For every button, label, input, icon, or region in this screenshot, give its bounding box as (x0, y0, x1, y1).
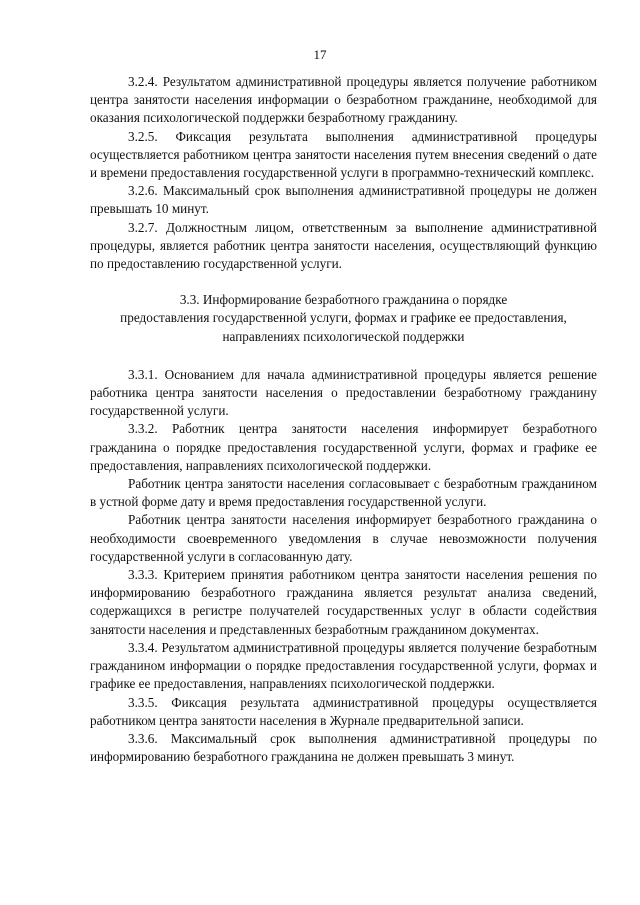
page-number: 17 (313, 47, 327, 62)
paragraph-3-3-2: 3.3.2. Работник центра занятости населения информирует безработного гражданина о порядке предоставления государственной услуги, формах и графике ее предоставления, направлениях психологической поддержки. (90, 421, 597, 473)
heading-line: 3.3. Информирование безработного гражданина о порядке (179, 292, 508, 308)
paragraph-3-3-4: 3.3.4. Результатом административной процедуры является получение безработным гражданином информации о порядке предоставления государственной услуги, формах и графике ее предоставления, направлениях психологической поддержки. (90, 639, 597, 692)
paragraph-3-3-6: 3.3.6. Максимальный срок выполнения административной процедуры по информированию безработного гражданина не должен превышать 3 минут. (90, 730, 597, 765)
paragraph-3-2-7: 3.2.7. Должностным лицом, ответственным за выполнение административной процедуры, является работник центра занятости населения, осуществляющий функцию по предоставлению государственной услуги. (90, 219, 597, 272)
paragraph-3-3-3: 3.3.3. Критерием принятия работником центра занятости населения решения по информированию безработного гражданина является результат анализа сведений, содержащихся в регистре получателей государственных услуг в области содействия занятости населения и представленных безработным гражданином документах. (90, 567, 597, 637)
paragraph-3-3-5: 3.3.5. Фиксация результата административной процедуры осуществляется работником центра занятости населения в Журнале предварительной записи. (90, 694, 597, 728)
section-heading-3-3 (90, 291, 597, 346)
paragraph-agreement: Работник центра занятости населения согласовывает с безработным гражданином в устной форме дату и время предоставления государственной услуги. (90, 476, 597, 510)
paragraph-3-2-4: 3.2.4. Результатом административной процедуры является получение работником центра занятости населения информации о безработном гражданине, необходимой для оказания психологической поддержки безработному гражданину. (90, 74, 597, 126)
heading-line: направлениях психологической поддержки (222, 328, 465, 344)
heading-line: предоставления государственной услуги, формах и графике ее предоставления, (120, 310, 567, 326)
document-body (90, 73, 597, 766)
paragraph-notification: Работник центра занятости населения информирует безработного гражданина о необходимости своевременного уведомления в случае невозможности получения государственной услуги в согласованную дату. (90, 512, 597, 564)
paragraph-3-2-5: 3.2.5. Фиксация результата выполнения административной процедуры осуществляется работником центра занятости населения путем внесения сведений о дате и времени предоставления государственной услуги в программно-технический комплекс. (90, 128, 597, 181)
paragraph-3-3-1: 3.3.1. Основанием для начала административной процедуры является решение работника центра занятости населения о предоставлении безработному гражданину государственной услуги. (90, 366, 597, 419)
paragraph-3-2-6: 3.2.6. Максимальный срок выполнения административной процедуры не должен превышать 10 минут. (90, 183, 597, 217)
